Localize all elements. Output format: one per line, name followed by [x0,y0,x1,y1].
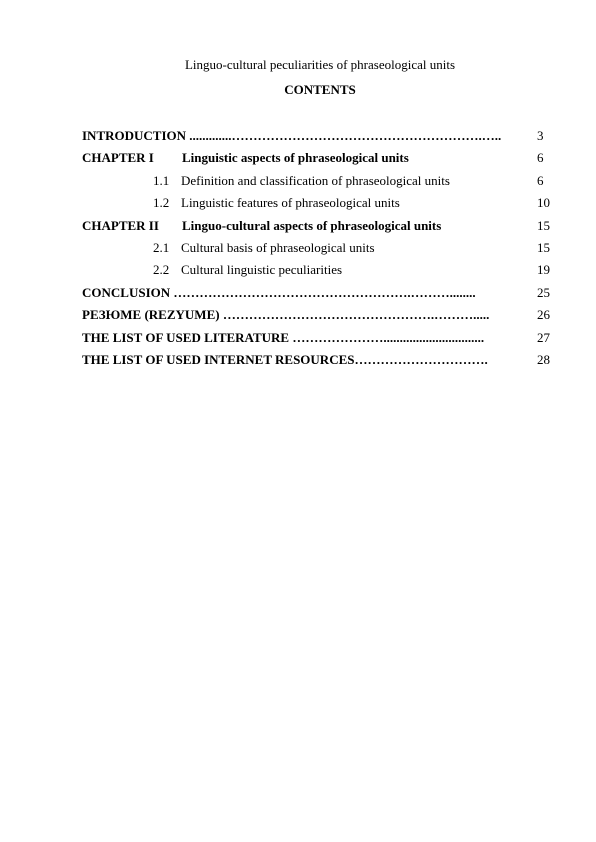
toc-leader: ……………………………………………….………........ [170,284,476,300]
toc-page-number: 19 [537,262,550,278]
section-title: Cultural basis of phraseological units [181,239,375,255]
toc-leader: …………………............................... [289,329,485,345]
toc-entry-section-1-2 [82,195,552,217]
chapter-title: Linguo-cultural aspects of phraseological units [182,217,442,233]
section-number: 2.1 [153,239,170,255]
chapter-label: CHAPTER I [82,150,154,166]
toc-label: THE LIST OF USED INTERNET RESOURCES [82,351,355,367]
section-number: 1.2 [153,195,170,211]
toc-page-number: 6 [537,172,544,188]
toc-page-number: 15 [537,239,550,255]
toc-page-number: 15 [537,217,550,233]
toc-label: INTRODUCTION [82,128,187,143]
toc-entry-chapter-1 [82,150,552,172]
section-number: 1.1 [153,172,170,188]
toc-entry-internet-resources [82,352,552,374]
table-of-contents [82,128,552,374]
toc-entry-section-2-1 [82,240,552,262]
toc-label: CONCLUSION [82,284,171,300]
section-title: Linguistic features of phraseological units [181,195,400,211]
section-title: Cultural linguistic peculiarities [181,262,343,278]
toc-page-number: 10 [537,195,550,211]
toc-page-number: 28 [537,351,550,367]
chapter-label: CHAPTER II [82,217,159,233]
section-title: Definition and classification of phraseological units [181,172,450,188]
toc-entry-chapter-2 [82,218,552,240]
toc-entry-section-2-2 [82,262,552,284]
toc-leader: …………………………. [354,351,488,367]
section-number: 2.2 [153,262,170,278]
toc-entry-section-1-1 [82,173,552,195]
toc-label: THE LIST OF USED LITERATURE [82,329,290,345]
toc-page-number: 27 [537,329,550,345]
toc-page-number: 6 [537,150,544,166]
document-title: Linguo-cultural peculiarities of phraseological units [184,57,456,72]
toc-page-number: 25 [537,284,550,300]
toc-entry-literature [82,330,552,352]
toc-entry-rezyume [82,307,552,329]
contents-heading: CONTENTS [284,82,356,97]
toc-leader: .............………………………………………………….….. [186,128,502,143]
toc-leader: ………………………………………….………..... [219,307,490,323]
toc-label: РЕЗЮМЕ (REZYUME) [82,307,220,323]
toc-page-number: 26 [537,307,550,323]
toc-page-number: 3 [537,128,544,143]
toc-entry-conclusion [82,285,552,307]
chapter-title: Linguistic aspects of phraseological units [182,150,409,166]
toc-entry-introduction [82,128,552,150]
